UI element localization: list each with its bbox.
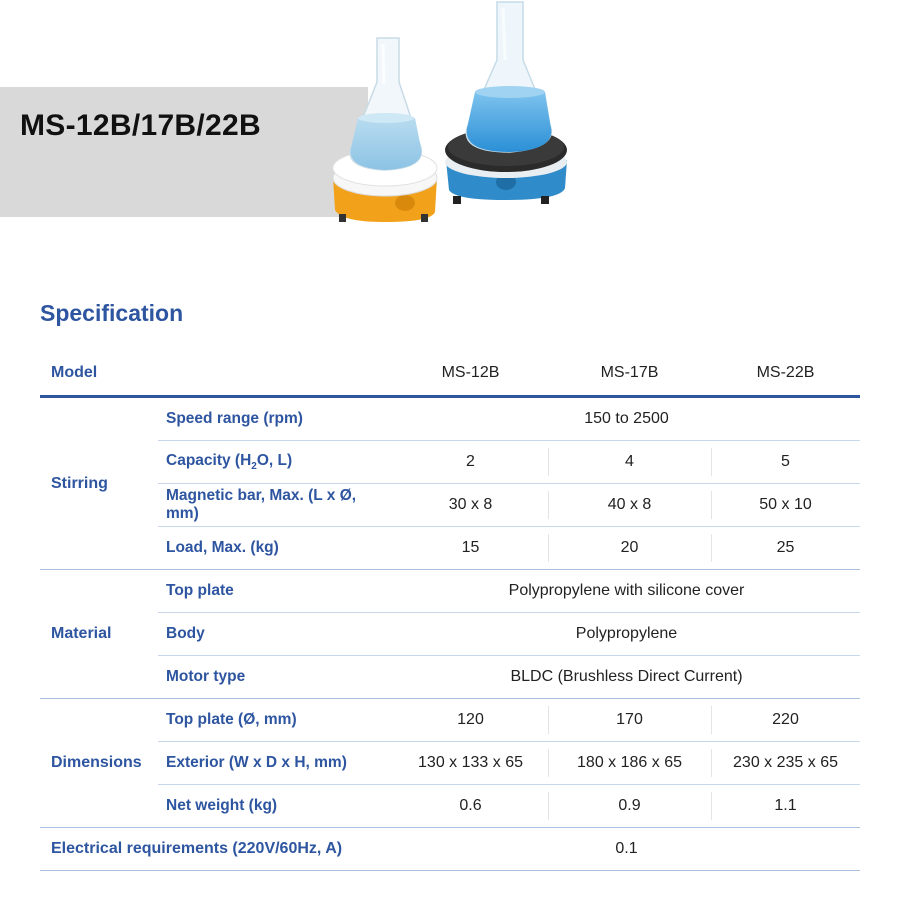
header-row	[40, 350, 860, 397]
table-cell: 2	[393, 441, 548, 484]
table-cell: 130 x 133 x 65	[393, 742, 548, 785]
table-row	[40, 441, 860, 484]
table-cell: BLDC (Brushless Direct Current)	[393, 656, 860, 699]
category-stirring: Stirring	[51, 474, 108, 492]
row-label: Net weight (kg)	[158, 785, 393, 828]
table-row	[40, 699, 860, 742]
stirrer-blue	[445, 2, 567, 204]
table-cell: 20	[548, 527, 711, 570]
row-label: Body	[158, 613, 393, 656]
row-label: Magnetic bar, Max. (L x Ø, mm)	[158, 484, 393, 527]
table-row	[40, 613, 860, 656]
table-row	[40, 397, 860, 441]
table-cell: 0.6	[393, 785, 548, 828]
model-ms12b: MS-12B	[393, 350, 548, 397]
stirrer-orange	[333, 38, 437, 222]
table-cell: 170	[548, 699, 711, 742]
electrical-label: Electrical requirements (220V/60Hz, A)	[40, 828, 393, 871]
table-cell: 30 x 8	[393, 484, 548, 527]
model-header: Model	[40, 350, 393, 397]
specification-heading: Specification	[40, 300, 184, 326]
specification-table	[40, 350, 860, 871]
table-cell: Polypropylene with silicone cover	[393, 570, 860, 613]
table-cell: 50 x 10	[711, 484, 860, 527]
table-cell: 150 to 2500	[584, 410, 669, 427]
table-cell: 220	[711, 699, 860, 742]
table-row	[40, 527, 860, 570]
model-ms17b: MS-17B	[548, 350, 711, 397]
row-label: Load, Max. (kg)	[158, 527, 393, 570]
table-cell: 40 x 8	[548, 484, 711, 527]
product-title: MS-12B/17B/22B	[20, 109, 261, 142]
table-row	[40, 785, 860, 828]
table-cell: 15	[393, 527, 548, 570]
table-cell: 230 x 235 x 65	[711, 742, 860, 785]
table-cell: Polypropylene	[393, 613, 860, 656]
row-label: Motor type	[158, 656, 393, 699]
table-cell: 0.9	[548, 785, 711, 828]
table-cell: 25	[711, 527, 860, 570]
category-material: Material	[40, 570, 158, 699]
table-row	[40, 484, 860, 527]
table-cell: 1.1	[711, 785, 860, 828]
row-label: Exterior (W x D x H, mm)	[158, 742, 393, 785]
row-label: Top plate	[158, 570, 393, 613]
table-row	[40, 742, 860, 785]
table-cell: 180 x 186 x 65	[548, 742, 711, 785]
table-cell: 0.1	[393, 828, 860, 871]
row-label: Capacity ($H_2O$, L)	[158, 441, 393, 484]
category-dimensions: Dimensions	[40, 699, 158, 828]
model-ms22b: MS-22B	[711, 350, 860, 397]
row-label: Speed range (rpm)	[166, 410, 303, 427]
title-banner	[0, 87, 368, 217]
product-image	[325, 0, 575, 230]
table-row	[40, 570, 860, 613]
row-label: Top plate (Ø, mm)	[158, 699, 393, 742]
table-cell: 5	[711, 441, 860, 484]
table-cell: 4	[548, 441, 711, 484]
table-row	[40, 828, 860, 871]
table-cell: 120	[393, 699, 548, 742]
table-row	[40, 656, 860, 699]
